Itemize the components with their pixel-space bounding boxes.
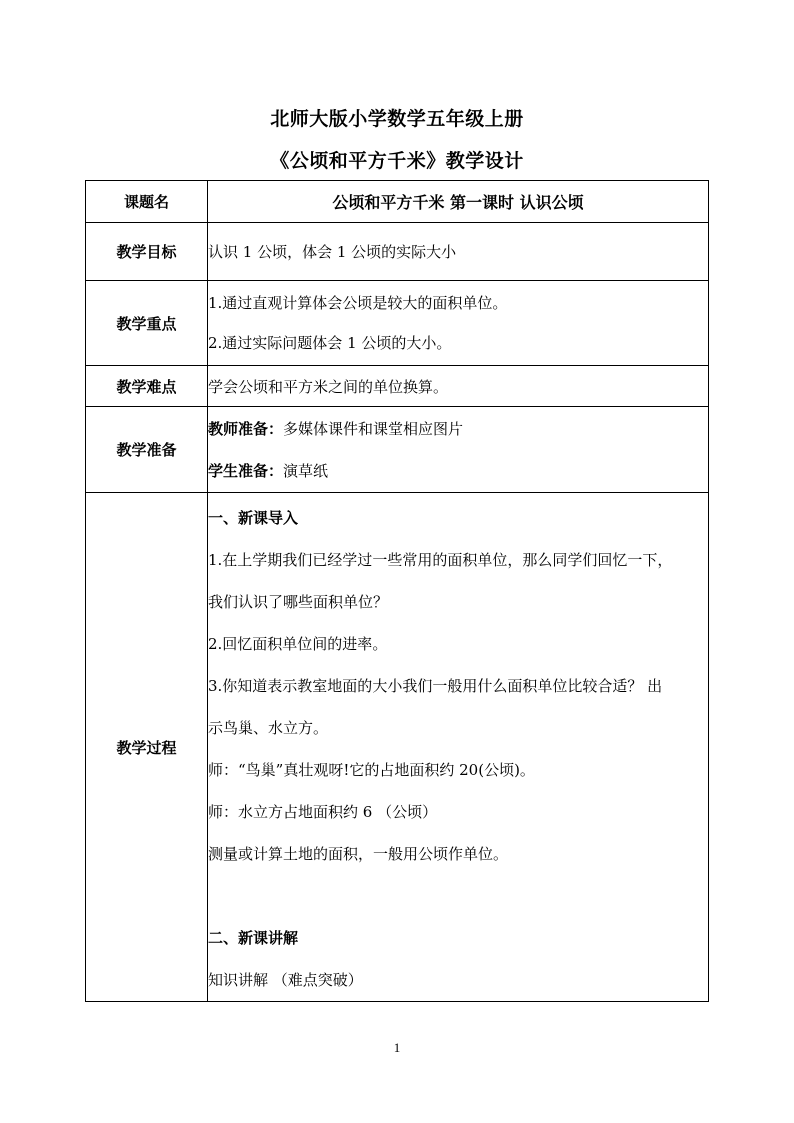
- process-text: 知识讲解 （难点突破）: [208, 971, 363, 989]
- process-text: 师：水立方占地面积约 6 （公顷）: [208, 803, 438, 821]
- preparation-cell: [208, 407, 709, 493]
- process-text: 测量或计算土地的面积，一般用公顷作单位。: [208, 845, 509, 863]
- row-label-process: 教学过程: [86, 493, 208, 1002]
- page-number: 1: [393, 1040, 401, 1055]
- student-prep: [208, 450, 708, 492]
- row-label-difficulty: 教学难点: [86, 366, 208, 407]
- process-text: 我们认识了哪些面积单位？: [208, 593, 389, 611]
- row-label-preparation: 教学准备: [86, 407, 208, 493]
- document-subtitle: 《公顷和平方千米》教学设计: [270, 150, 524, 172]
- key-point-1: 1.通过直观计算体会公顷是较大的面积单位。: [208, 294, 508, 312]
- teacher-prep: [208, 408, 708, 450]
- process-text: 2.回忆面积单位间的进率。: [208, 635, 388, 653]
- table-row: [86, 223, 709, 281]
- process-text: 1.在上学期我们已经学过一些常用的面积单位，那么同学们回忆一下，: [208, 551, 673, 569]
- row-label-topic: 课题名: [86, 181, 208, 223]
- table-row: [86, 407, 709, 493]
- process-text: 示鸟巢、水立方。: [208, 719, 329, 737]
- lesson-plan-table: [85, 180, 709, 1002]
- table-row: [86, 366, 709, 407]
- table-row: [86, 181, 709, 223]
- section-heading-intro: 一、新课导入: [208, 509, 299, 527]
- document-title: 北师大版小学数学五年级上册: [270, 108, 524, 130]
- table-row: [86, 493, 709, 1002]
- row-label-key-points: 教学重点: [86, 281, 208, 366]
- topic-value: 公顷和平方千米 第一课时 认识公顷: [208, 181, 709, 223]
- student-prep-label: 学生准备：: [208, 461, 284, 480]
- process-cell: [208, 493, 709, 1002]
- teacher-prep-text: 多媒体课件和课堂相应图片: [283, 419, 464, 438]
- teacher-prep-label: 教师准备：: [208, 419, 284, 438]
- key-point-2: 2.通过实际问题体会 1 公顷的大小。: [208, 334, 452, 352]
- table-row: [86, 281, 709, 366]
- process-text: 3.你知道表示教室地面的大小我们一般用什么面积单位比较合适？ 出: [208, 677, 663, 695]
- process-text: 师：“鸟巢”真壮观呀!它的占地面积约 20(公顷)。: [208, 761, 535, 779]
- objective-value: 认识 1 公顷，体会 1 公顷的实际大小: [208, 223, 709, 281]
- row-label-objective: 教学目标: [86, 223, 208, 281]
- blank-line: [208, 875, 708, 917]
- key-points-cell: [208, 281, 709, 366]
- section-heading-lecture: 二、新课讲解: [208, 929, 299, 947]
- student-prep-text: 演草纸: [283, 461, 329, 480]
- difficulty-value: 学会公顷和平方米之间的单位换算。: [208, 366, 709, 407]
